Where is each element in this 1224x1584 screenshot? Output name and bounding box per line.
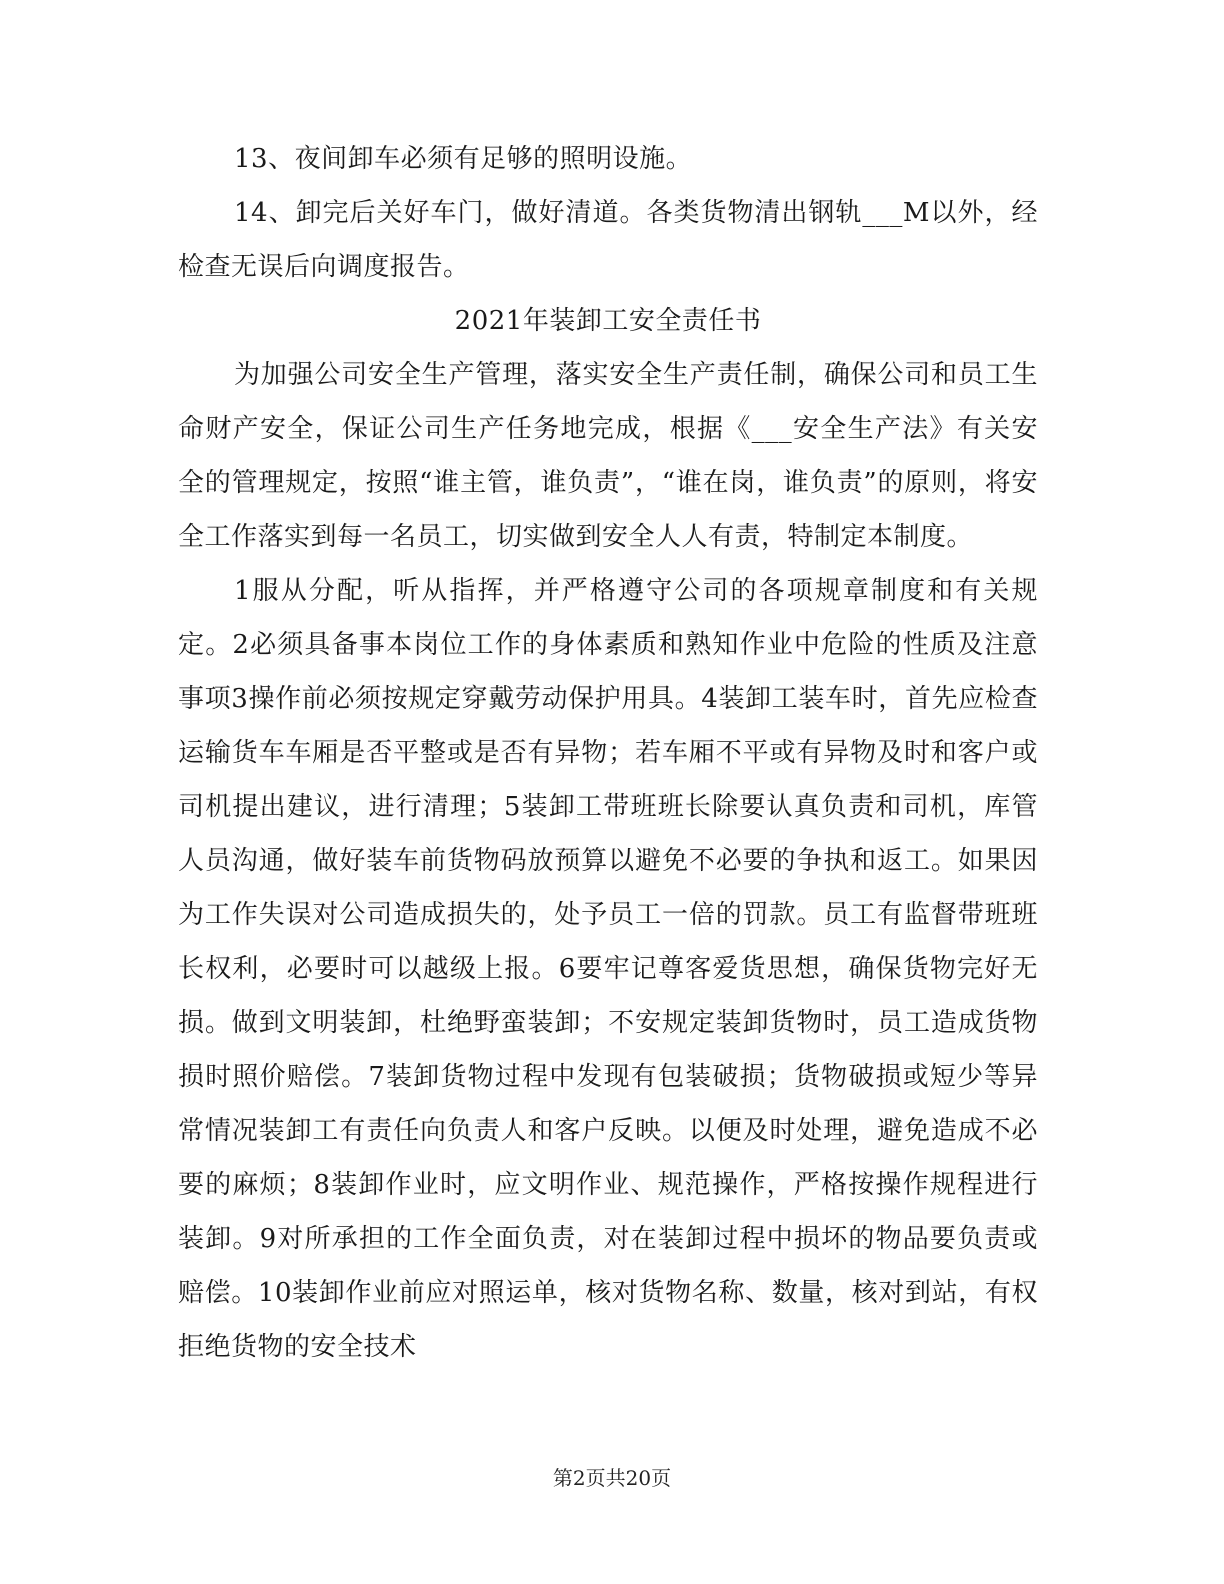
section-title: 2021年装卸工安全责任书: [454, 306, 762, 336]
paragraph-rules: 1服从分配，听从指挥，并严格遵守公司的各项规章制度和有关规定。2必须具备事本岗位工作的身体素质和熟知作业中危险的性质及注意事项3操作前必须按规定穿戴劳动保护用具。4装卸工装车时，首先应检查运输货车车厢是否平整或是否有异物；若车厢不平或有异物及时和客户或司机提出建议，进行清理；5装卸工带班班长除要认真负责和司机，库管人员沟通，做好装车前货物码放预算以避免不必要的争执和返工。如果因为工作失误对公司造成损失的，处予员工一倍的罚款。员工有监督带班班长权利，必要时可以越级上报。6要牢记尊客爱货思想，确保货物完好无损。做到文明装卸，杜绝野蛮装卸；不安规定装卸货物时，员工造成货物损时照价赔偿。7装卸货物过程中发现有包装破损；货物破损或短少等异常情况装卸工有责任向负责人和客户反映。以便及时处理，避免造成不必要的麻烦；8装卸作业时，应文明作业、规范操作，严格按操作规程进行装卸。9对所承担的工作全面负责，对在装卸过程中损坏的物品要负责或赔偿。10装卸作业前应对照运单，核对货物名称、数量，核对到站，有权拒绝货物的安全技术: [178, 576, 1038, 1362]
paragraph-intro: 为加强公司安全生产管理，落实安全生产责任制，确保公司和员工生命财产安全，保证公司生产任务地完成，根据《___安全生产法》有关安全的管理规定，按照“谁主管，谁负责”，“谁在岗，谁负责”的原则，将安全工作落实到每一名员工，切实做到安全人人有责，特制定本制度。: [178, 360, 1038, 552]
document-body: [178, 132, 1038, 1374]
page-footer: 第2页共20页: [552, 1466, 672, 1490]
paragraph-item-13: 13、夜间卸车必须有足够的照明设施。: [234, 144, 693, 174]
paragraph-item-14: 14、卸完后关好车门，做好清道。各类货物清出钢轨___M以外，经检查无误后向调度报告。: [178, 198, 1038, 282]
